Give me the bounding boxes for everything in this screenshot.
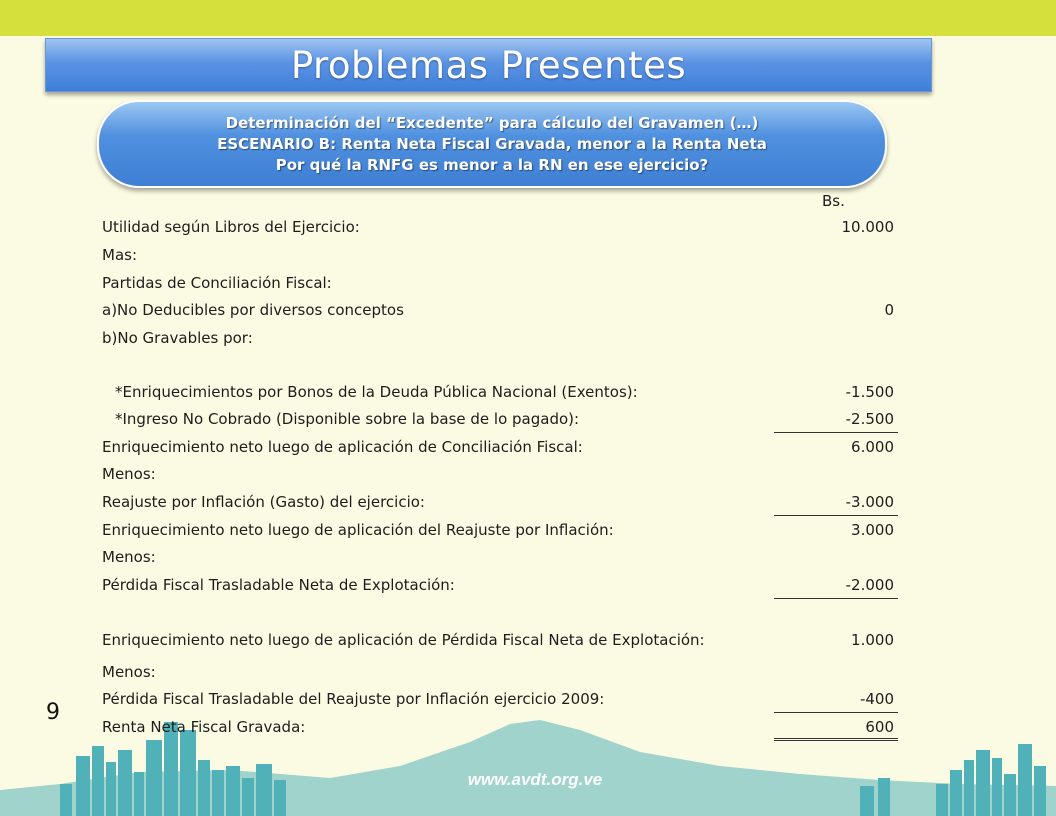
row-value: -1.500: [845, 383, 894, 401]
statement-row: [102, 627, 898, 653]
row-label: *Enriquecimientos por Bonos de la Deuda Pública Nacional (Exentos):: [115, 383, 638, 401]
row-label: Renta Neta Fiscal Gravada:: [102, 718, 306, 736]
row-label: a)No Deducibles por diversos conceptos: [102, 301, 404, 319]
row-value: 600: [865, 718, 894, 736]
statement-row: [102, 659, 898, 685]
statement-row: [102, 242, 898, 268]
row-label: Menos:: [102, 663, 156, 681]
statement-row: [102, 461, 898, 487]
subtitle-line-3: Por qué la RNFG es menor a la RN en ese ejercicio?: [275, 155, 709, 174]
row-label: Enriquecimiento neto luego de aplicación de Conciliación Fiscal:: [102, 438, 583, 456]
statement-row: [102, 379, 898, 405]
statement-row: [102, 214, 898, 240]
statement-row: [102, 544, 898, 570]
row-value: -400: [859, 690, 894, 708]
subtitle-line-1: Determinación del “Excedente” para cálculo del Gravamen (…): [225, 113, 759, 132]
row-label: Enriquecimiento neto luego de aplicación del Reajuste por Inflación:: [102, 521, 614, 539]
statement-row: [102, 297, 898, 323]
row-label: Partidas de Conciliación Fiscal:: [102, 274, 332, 292]
row-value: 10.000: [841, 218, 894, 236]
statement-row: [102, 489, 898, 515]
row-value: -2.000: [845, 576, 894, 594]
row-label: Mas:: [102, 246, 138, 264]
row-label: Menos:: [102, 548, 156, 566]
row-value: 6.000: [851, 438, 894, 456]
statement-row: [102, 517, 898, 543]
statement-row: [102, 714, 898, 740]
row-value: -3.000: [845, 493, 894, 511]
row-label: Pérdida Fiscal Trasladable del Reajuste por Inflación ejercicio 2009:: [102, 690, 605, 708]
top-accent-band: [0, 0, 1056, 36]
subtotal-rule: [774, 432, 898, 433]
statement-row: [102, 572, 898, 598]
slide-title: Problemas Presentes: [290, 43, 687, 87]
row-label: Enriquecimiento neto luego de aplicación de Pérdida Fiscal Neta de Explotación:: [102, 631, 705, 649]
row-value: 1.000: [851, 631, 894, 649]
statement-row: [102, 270, 898, 296]
total-double-rule: [774, 738, 898, 741]
row-label: b)No Gravables por:: [102, 329, 253, 347]
row-label: Reajuste por Inflación (Gasto) del ejercicio:: [102, 493, 425, 511]
statement-row: [102, 434, 898, 460]
row-value: -2.500: [845, 410, 894, 428]
statement-row: [102, 325, 898, 351]
statement-row: [102, 406, 898, 432]
row-label: Pérdida Fiscal Trasladable Neta de Explotación:: [102, 576, 455, 594]
row-value: 0: [884, 301, 894, 319]
slide-title-bar: [45, 38, 932, 92]
subtotal-rule: [774, 598, 898, 599]
row-label: *Ingreso No Cobrado (Disponible sobre la base de lo pagado):: [115, 410, 580, 428]
subtitle-line-2: ESCENARIO B: Renta Neta Fiscal Gravada, menor a la Renta Neta: [217, 134, 767, 153]
row-label: Utilidad según Libros del Ejercicio:: [102, 218, 360, 236]
currency-label: Bs.: [822, 192, 845, 210]
subtitle-banner: [97, 100, 887, 188]
subtotal-rule: [774, 515, 898, 516]
website-url: www.avdt.org.ve: [467, 770, 603, 789]
row-value: 3.000: [851, 521, 894, 539]
row-label: Menos:: [102, 465, 156, 483]
page-number: 9: [46, 700, 60, 725]
